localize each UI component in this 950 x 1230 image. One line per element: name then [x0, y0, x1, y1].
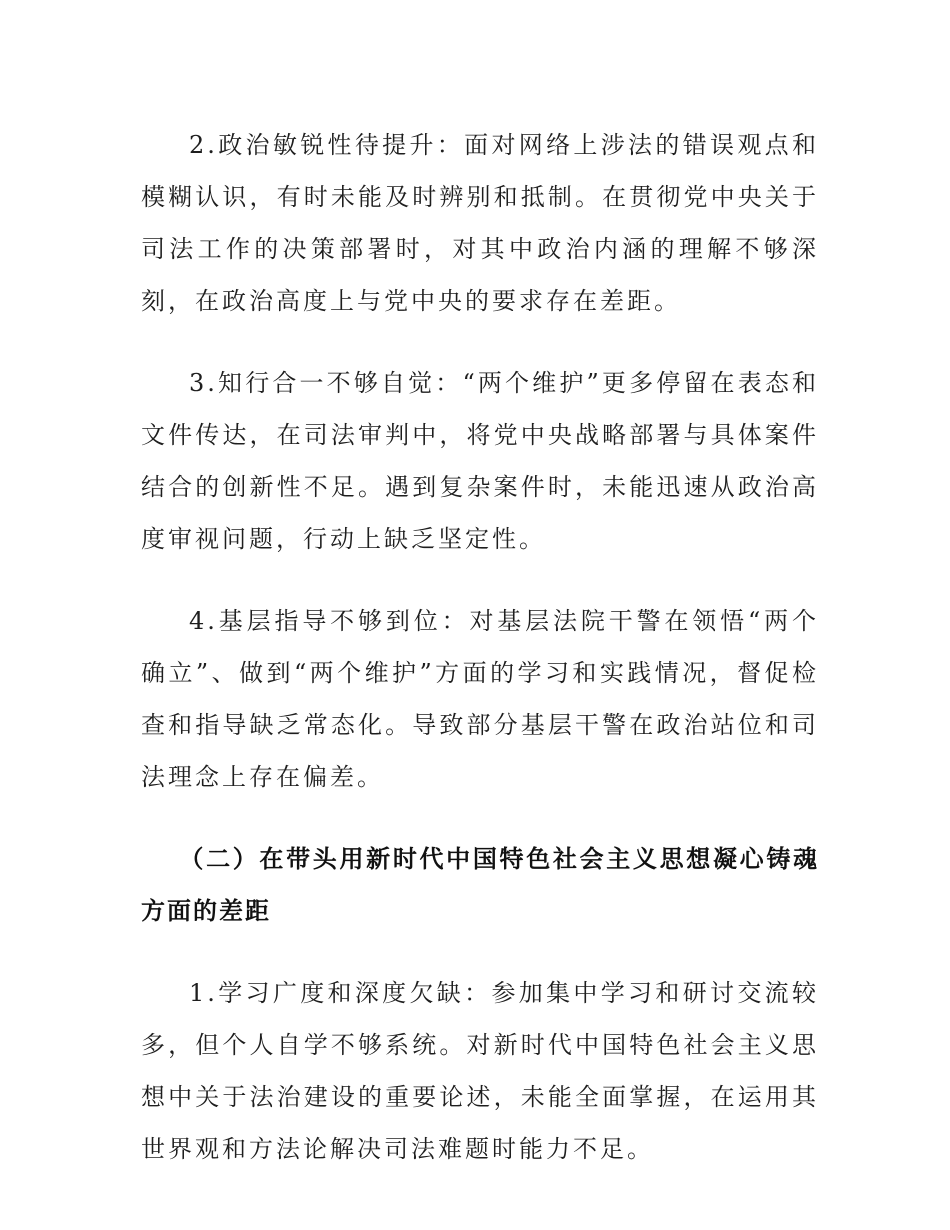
paragraph-political-sensitivity: 2.政治敏锐性待提升：面对网络上涉法的错误观点和模糊认识，有时未能及时辨别和抵制。在贯彻党中央关于司法工作的决策部署时，对其中政治内涵的理解不够深刻，在政治高度上与党中央的要求存在差距。	[141, 131, 819, 315]
document-body	[141, 119, 819, 1205]
section-heading: （二）在带头用新时代中国特色社会主义思想凝心铸魂方面的差距	[141, 845, 819, 925]
paragraph-unity-of-knowing-and-doing: 3.知行合一不够自觉：“两个维护”更多停留在表态和文件传达，在司法审判中，将党中央战略部署与具体案件结合的创新性不足。遇到复杂案件时，未能迅速从政治高度审视问题，行动上缺乏坚定性。	[141, 369, 819, 553]
paragraph-study-breadth-depth: 1.学习广度和深度欠缺：参加集中学习和研讨交流较多，但个人自学不够系统。对新时代中国特色社会主义思想中关于法治建设的重要论述，未能全面掌握，在运用其世界观和方法论解决司法难题时能力不足。	[141, 979, 819, 1163]
paragraph-grassroots-guidance: 4.基层指导不够到位：对基层法院干警在领悟“两个确立”、做到“两个维护”方面的学习和实践情况，督促检查和指导缺乏常态化。导致部分基层干警在政治站位和司法理念上存在偏差。	[141, 607, 819, 791]
